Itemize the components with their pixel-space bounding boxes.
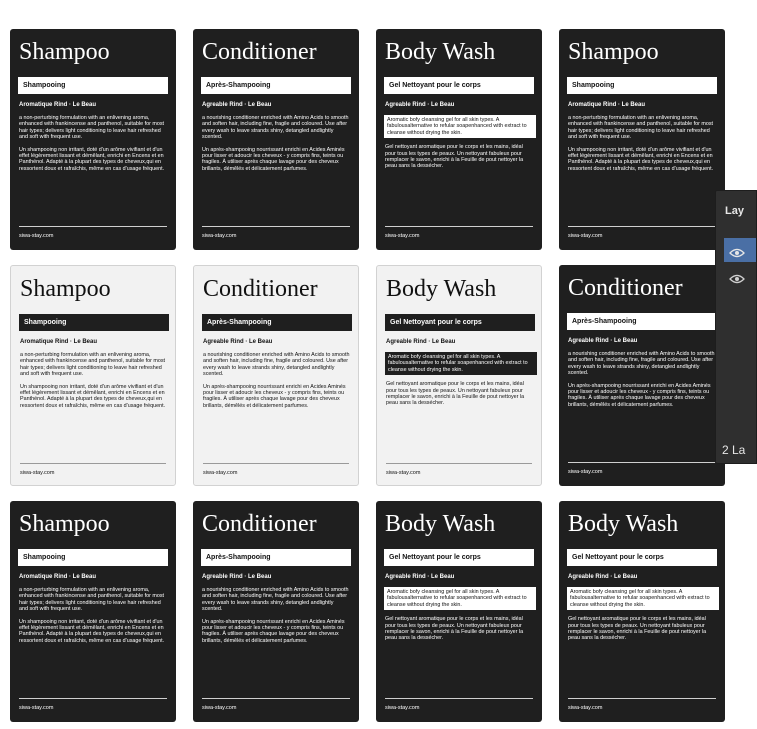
label-card[interactable] bbox=[559, 29, 725, 250]
card-paragraph: a non-perturbing formulation with an enlivening aroma, enhanced with frankincense and panthenol, suitable for most hair types; delivers light conditioning to leave hair refreshed and soft with frequent use. bbox=[19, 115, 165, 141]
card-website: siwa-stay.com bbox=[202, 705, 237, 711]
label-card[interactable] bbox=[376, 501, 542, 722]
card-body-text bbox=[385, 115, 534, 176]
card-paragraph: Un shampooing non irritant, doté d'un arôme vivifiant et d'un effet légèrement lissant et démêlant, enrichi en Encens et en Panthénol. Adapté à la plupart des types de cheveux,qui en ressortent doux et rafraîchis, même en cas d'usage fréquent. bbox=[19, 146, 165, 172]
card-brand-line: Agreable Rind · Le Beau bbox=[203, 339, 273, 345]
card-subtitle-bar: Shampooing bbox=[18, 549, 168, 566]
card-brand-line: Aromatique Rind · Le Beau bbox=[19, 574, 97, 580]
card-divider bbox=[203, 463, 349, 464]
card-paragraph: a non-perturbing formulation with an enlivening aroma, enhanced with frankincense and panthenol, suitable for most hair types; delivers light conditioning to leave hair refreshed and soft with frequent use. bbox=[568, 115, 714, 141]
card-title: Conditioner bbox=[203, 276, 318, 302]
card-subtitle-bar: Shampooing bbox=[567, 77, 717, 94]
label-card[interactable] bbox=[193, 265, 359, 486]
card-title: Shampoo bbox=[19, 39, 110, 65]
card-divider bbox=[568, 698, 716, 699]
card-paragraph: Un après-shampooing nourrissant enrichi en Acides Aminés pour lisser et adoucir les cheveux - y compris fins, teints ou fragiles. À utiliser après chaque lavage pour des cheveux brillants, démêlés et délicatement parfumes. bbox=[202, 618, 345, 644]
card-subtitle-bar: Gel Nettoyant pour le corps bbox=[384, 549, 534, 566]
card-website: siwa-stay.com bbox=[19, 705, 54, 711]
card-subtitle-bar: Gel Nettoyant pour le corps bbox=[384, 77, 534, 94]
card-paragraph: Gel nettoyant aromatique pour le corps et les mains, idéal pour tous les types de peaux. Un nettoyant fabuleux pour remplacer le savon, enrichi à la Feuille de pout nettoyer la peau sans la dessécher. bbox=[385, 144, 524, 170]
card-paragraph: Un après-shampooing nourrissant enrichi en Acides Aminés pour lisser et adoucir les cheveux - y compris fins, teints ou fragiles. À utiliser après chaque lavage pour des cheveux brillants, démêlés et délicatement parfumes. bbox=[202, 146, 345, 172]
card-brand-line: Agreable Rind · Le Beau bbox=[385, 574, 455, 580]
card-website: siwa-stay.com bbox=[385, 705, 420, 711]
card-website: siwa-stay.com bbox=[568, 233, 603, 239]
card-brand-line: Agreable Rind · Le Beau bbox=[202, 574, 272, 580]
eye-icon[interactable] bbox=[729, 271, 745, 289]
card-title: Conditioner bbox=[568, 275, 683, 301]
card-paragraph: Un après-shampooing nourrissant enrichi en Acides Aminés pour lisser et adoucir les cheveux - y compris fins, teints ou fragiles. À utiliser après chaque lavage pour des cheveux brillants, démêlés et délicatement parfumes. bbox=[203, 383, 346, 409]
card-divider bbox=[568, 462, 716, 463]
card-paragraph: Gel nettoyant aromatique pour le corps et les mains, idéal pour tous les types de peaux. Un nettoyant fabuleux pour remplacer le savon, enrichi à la Feuille de pout nettoyer la peau sans la dessécher. bbox=[386, 381, 525, 407]
card-paragraph: Aromatic bofy cleansing gel for all skin types. A fabulousalternative to refular soapenhanced with extract to cleanse without drying the skin. bbox=[384, 587, 536, 610]
card-subtitle-bar: Gel Nettoyant pour le corps bbox=[385, 314, 535, 331]
card-body-text bbox=[386, 352, 535, 413]
card-paragraph: Un shampooing non irritant, doté d'un arôme vivifiant et d'un effet légèrement lissant et démêlant, enrichi en Encens et en Panthénol. Adapté à la plupart des types de cheveux,qui en ressortent doux et rafraîchis, même en cas d'usage fréquent. bbox=[19, 618, 165, 644]
card-website: siwa-stay.com bbox=[568, 705, 603, 711]
card-divider bbox=[386, 463, 532, 464]
label-card[interactable] bbox=[559, 501, 725, 722]
card-title: Body Wash bbox=[568, 511, 679, 537]
layer-row[interactable] bbox=[724, 264, 756, 288]
card-subtitle-bar: Après-Shampooing bbox=[202, 314, 352, 331]
card-title: Body Wash bbox=[385, 39, 496, 65]
card-paragraph: a nourishing conditioner enriched with Amino Acids to smooth and soften hair, including fine, fragile and coloured. Use after every wash to leave strands shiny, detangled andlightly scented. bbox=[202, 587, 349, 613]
card-paragraph: Un shampooing non irritant, doté d'un arôme vivifiant et d'un effet légèrement lissant et démêlant, enrichi en Encens et en Panthénol. Adapté à la plupart des types de cheveux,qui en ressortent doux et rafraîchis, même en cas d'usage fréquent. bbox=[568, 146, 714, 172]
eye-icon[interactable] bbox=[729, 245, 745, 263]
card-paragraph: a nourishing conditioner enriched with Amino Acids to smooth and soften hair, including fine, fragile and coloured. Use after every wash to leave strands shiny, detangled andlightly scented. bbox=[568, 351, 715, 377]
card-body-text bbox=[20, 352, 169, 415]
card-divider bbox=[19, 698, 167, 699]
card-body-text bbox=[568, 115, 717, 178]
card-body-text bbox=[202, 587, 351, 650]
card-website: siwa-stay.com bbox=[20, 470, 55, 476]
card-subtitle-bar: Après-Shampooing bbox=[201, 77, 351, 94]
layer-row[interactable] bbox=[724, 238, 756, 262]
card-paragraph: Aromatic bofy cleansing gel for all skin types. A fabulousalternative to refular soapenhanced with extract to cleanse without drying the skin. bbox=[385, 352, 537, 375]
card-divider bbox=[19, 226, 167, 227]
card-website: siwa-stay.com bbox=[19, 233, 54, 239]
card-website: siwa-stay.com bbox=[202, 233, 237, 239]
card-body-text bbox=[203, 352, 352, 415]
card-divider bbox=[202, 698, 350, 699]
card-subtitle-bar: Shampooing bbox=[19, 314, 169, 331]
card-paragraph: Un après-shampooing nourrissant enrichi en Acides Aminés pour lisser et adoucir les cheveux - y compris fins, teints ou fragiles. À utiliser après chaque lavage pour des cheveux brillants, démêlés et délicatement parfumes. bbox=[568, 382, 711, 408]
card-divider bbox=[385, 698, 533, 699]
card-body-text bbox=[19, 587, 168, 650]
card-paragraph: a nourishing conditioner enriched with Amino Acids to smooth and soften hair, including fine, fragile and coloured. Use after every wash to leave strands shiny, detangled andlightly scented. bbox=[202, 115, 349, 141]
label-card[interactable] bbox=[10, 265, 176, 486]
card-divider bbox=[385, 226, 533, 227]
label-card[interactable] bbox=[559, 265, 725, 486]
layers-panel-title: Lay bbox=[725, 205, 744, 217]
label-card[interactable] bbox=[10, 29, 176, 250]
card-body-text bbox=[202, 115, 351, 178]
card-paragraph: Gel nettoyant aromatique pour le corps et les mains, idéal pour tous les types de peaux. Un nettoyant fabuleux pour remplacer le savon, enrichi à la Feuille de pout nettoyer la peau sans la dessécher. bbox=[385, 616, 524, 642]
card-title: Shampoo bbox=[19, 511, 110, 537]
label-card[interactable] bbox=[10, 501, 176, 722]
card-body-text bbox=[19, 115, 168, 178]
card-paragraph: a nourishing conditioner enriched with Amino Acids to smooth and soften hair, including fine, fragile and coloured. Use after every wash to leave strands shiny, detangled andlightly scented. bbox=[203, 352, 350, 378]
card-title: Conditioner bbox=[202, 511, 317, 537]
card-paragraph: Aromatic bofy cleansing gel for all skin types. A fabulousalternative to refular soapenhanced with extract to cleanse without drying the skin. bbox=[567, 587, 719, 610]
card-brand-line: Aromatique Rind · Le Beau bbox=[20, 339, 98, 345]
card-title: Shampoo bbox=[20, 276, 111, 302]
card-title: Shampoo bbox=[568, 39, 659, 65]
card-paragraph: a non-perturbing formulation with an enlivening aroma, enhanced with frankincense and panthenol, suitable for most hair types; delivers light conditioning to leave hair refreshed and soft with frequent use. bbox=[19, 587, 165, 613]
card-website: siwa-stay.com bbox=[568, 469, 603, 475]
card-paragraph: Gel nettoyant aromatique pour le corps et les mains, idéal pour tous les types de peaux. Un nettoyant fabuleux pour remplacer le savon, enrichi à la Feuille de pout nettoyer la peau sans la dessécher. bbox=[568, 616, 707, 642]
card-brand-line: Agreable Rind · Le Beau bbox=[202, 102, 272, 108]
card-body-text bbox=[385, 587, 534, 648]
card-title: Conditioner bbox=[202, 39, 317, 65]
card-subtitle-bar: Shampooing bbox=[18, 77, 168, 94]
card-divider bbox=[20, 463, 166, 464]
label-card[interactable] bbox=[376, 265, 542, 486]
card-divider bbox=[202, 226, 350, 227]
card-website: siwa-stay.com bbox=[386, 470, 421, 476]
layers-count: 2 La bbox=[722, 443, 746, 457]
card-brand-line: Agreable Rind · Le Beau bbox=[568, 574, 638, 580]
label-card[interactable] bbox=[376, 29, 542, 250]
card-divider bbox=[568, 226, 716, 227]
card-brand-line: Aromatique Rind · Le Beau bbox=[19, 102, 97, 108]
card-brand-line: Aromatique Rind · Le Beau bbox=[568, 102, 646, 108]
card-body-text bbox=[568, 587, 717, 648]
card-brand-line: Agreable Rind · Le Beau bbox=[568, 338, 638, 344]
card-paragraph: a non-perturbing formulation with an enlivening aroma, enhanced with frankincense and panthenol, suitable for most hair types; delivers light conditioning to leave hair refreshed and soft with frequent use. bbox=[20, 352, 166, 378]
card-subtitle-bar: Gel Nettoyant pour le corps bbox=[567, 549, 717, 566]
card-website: siwa-stay.com bbox=[385, 233, 420, 239]
card-paragraph: Un shampooing non irritant, doté d'un arôme vivifiant et d'un effet légèrement lissant et démêlant, enrichi en Encens et en Panthénol. Adapté à la plupart des types de cheveux,qui en ressortent doux et rafraîchis, même en cas d'usage fréquent. bbox=[20, 383, 166, 409]
card-title: Body Wash bbox=[386, 276, 497, 302]
card-body-text bbox=[568, 351, 717, 414]
card-website: siwa-stay.com bbox=[203, 470, 238, 476]
card-paragraph: Aromatic bofy cleansing gel for all skin types. A fabulousalternative to refular soapenhanced with extract to cleanse without drying the skin. bbox=[384, 115, 536, 138]
card-brand-line: Agreable Rind · Le Beau bbox=[386, 339, 456, 345]
card-subtitle-bar: Après-Shampooing bbox=[201, 549, 351, 566]
card-brand-line: Agreable Rind · Le Beau bbox=[385, 102, 455, 108]
layers-panel[interactable] bbox=[715, 190, 757, 464]
card-title: Body Wash bbox=[385, 511, 496, 537]
label-card[interactable] bbox=[193, 29, 359, 250]
label-card[interactable] bbox=[193, 501, 359, 722]
card-subtitle-bar: Après-Shampooing bbox=[567, 313, 717, 330]
